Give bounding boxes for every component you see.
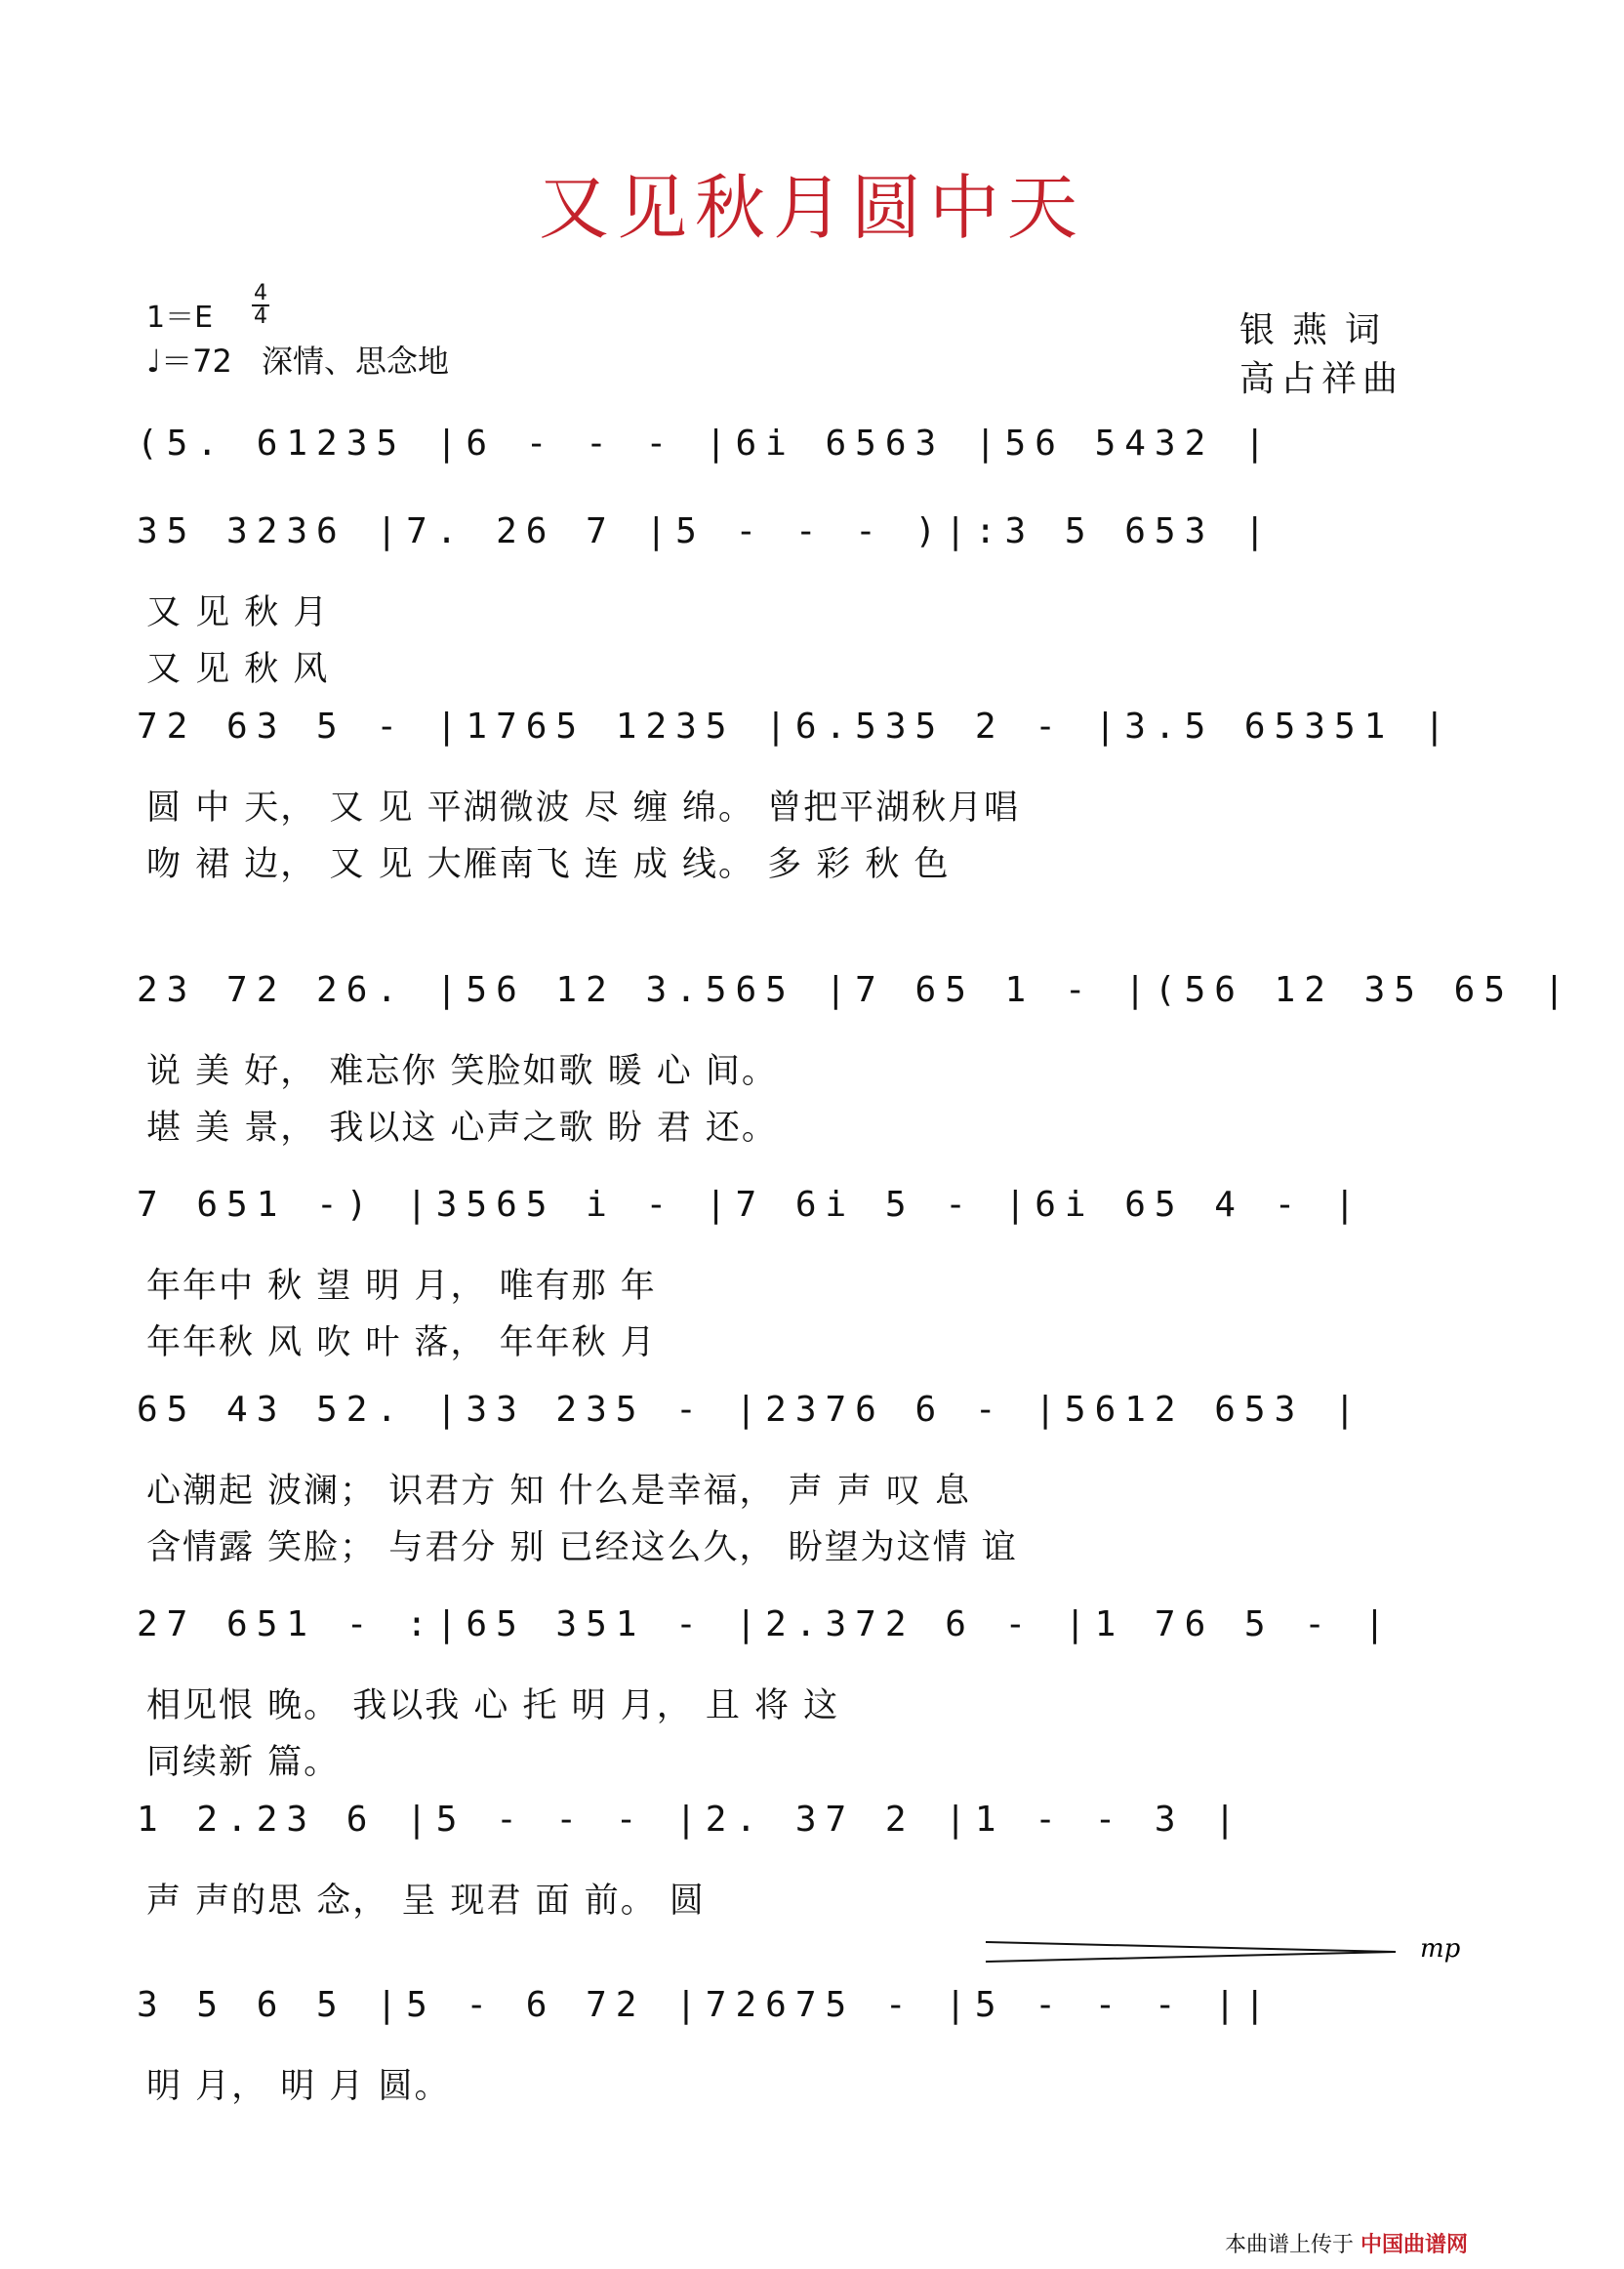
lyric-line: 同续新 篇。 [146, 1743, 341, 1782]
lyric-line: 声 声的思 念， 呈 现君 面 前。 圆 [146, 1882, 706, 1921]
lyric-line: 心潮起 波澜； 识君方 知 什么是幸福， 声 声 叹 息 [146, 1472, 972, 1511]
lyric-line: 说 美 好， 难忘你 笑脸如歌 暖 心 间。 [146, 1052, 778, 1091]
time-numerator: 4 [254, 281, 267, 305]
lyric-line: 圆 中 天， 又 见 平湖微波 尽 缠 绵。 曾把平湖秋月唱 [146, 789, 1021, 828]
score-row [137, 1981, 1503, 2049]
notation-line: 35 3236 |7. 26 7 |5 - - - )|:3 5 653 | [137, 511, 1275, 551]
score-row [137, 420, 1503, 488]
notation-line: 23 72 26. |56 12 3.565 |7 65 1 - |(56 12 35 65 | [137, 970, 1574, 1010]
lyric-line: 明 月， 明 月 圆。 [146, 2067, 451, 2106]
lyric-line: 年年秋 风 吹 叶 落， 年年秋 月 [146, 1323, 657, 1362]
key-signature: 1＝E [146, 301, 214, 335]
tempo-line [146, 337, 449, 382]
score-row [137, 703, 1503, 771]
notation-line: 1 2.23 6 |5 - - - |2. 37 2 |1 - - 3 | [137, 1800, 1244, 1840]
footer [1225, 2228, 1468, 2258]
notation-line: 3 5 6 5 |5 - 6 72 |72675 - |5 - - - || [137, 1985, 1275, 2025]
notation-line: 65 43 52. |33 235 - |2376 6 - |5612 653 | [137, 1390, 1364, 1430]
expression-mark: 深情、思念地 [262, 343, 450, 380]
score-row [137, 1600, 1503, 1669]
score-row [137, 1181, 1503, 1249]
score-row [137, 966, 1574, 1034]
composer-credit: 高占祥曲 [1239, 359, 1404, 399]
lyricist-credit: 银燕词 [1239, 310, 1399, 350]
lyric-line: 相见恨 晚。 我以我 心 托 明 月， 且 将 这 [146, 1686, 840, 1725]
dynamic-mark: mp [1420, 1934, 1461, 1964]
lyric-line: 年年中 秋 望 明 月， 唯有那 年 [146, 1267, 657, 1306]
footer-text: 本曲谱上传于 [1224, 2233, 1354, 2257]
time-denominator: 4 [254, 304, 267, 329]
notation-line: 7 651 -) |3565 i - |7 6i 5 - |6i 65 4 - | [137, 1185, 1364, 1225]
site-logo[interactable]: 中国曲谱网 [1360, 2233, 1468, 2257]
score-row [137, 507, 1503, 576]
notation-line: 72 63 5 - |1765 1235 |6.535 2 - |3.5 65351 | [137, 707, 1454, 747]
notation-line: (5. 61235 |6 - - - |6i 6563 |56 5432 | [137, 424, 1275, 464]
lyric-line: 吻 裙 边， 又 见 大雁南飞 连 成 线。 多 彩 秋 色 [146, 845, 951, 884]
notation-line: 27 651 - :|65 351 - |2.372 6 - |1 76 5 - | [137, 1604, 1395, 1644]
lyric-line: 含情露 笑脸； 与君分 别 已经这么久， 盼望为这情 谊 [146, 1528, 1018, 1567]
song-title: 又见秋月圆中天 [538, 167, 1085, 249]
score-row [137, 1796, 1503, 1864]
lyric-line: 又 见 秋 月 [146, 593, 330, 632]
decrescendo-hairpin [976, 1932, 1483, 1971]
tempo-mark: ♩＝72 [146, 343, 232, 380]
lyric-line: 又 见 秋 风 [146, 650, 330, 689]
time-signature [252, 283, 269, 328]
score-row [137, 1386, 1503, 1454]
lyric-line: 堪 美 景， 我以这 心声之歌 盼 君 还。 [146, 1109, 778, 1148]
